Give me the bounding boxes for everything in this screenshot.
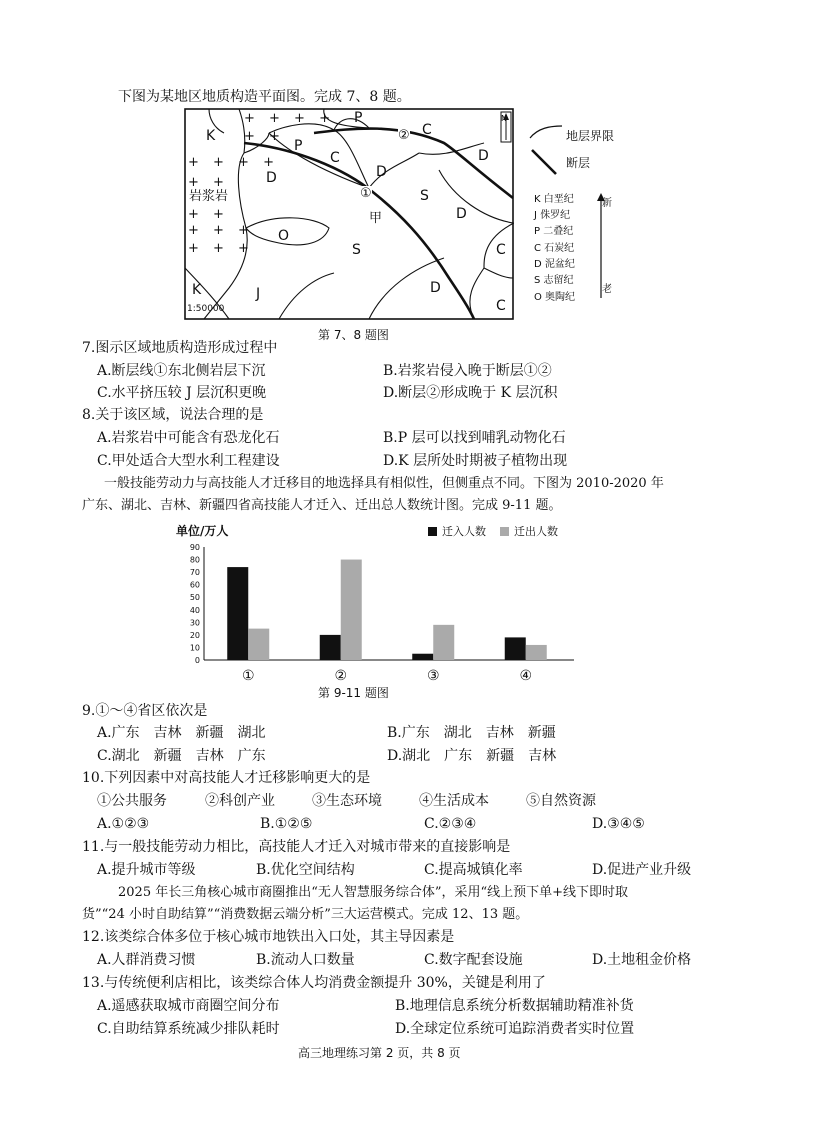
legend-fault-label: 断层 bbox=[566, 156, 591, 170]
age-legend-p: P 二叠纪 bbox=[534, 226, 574, 237]
legend-label-2: 迁出人数 bbox=[514, 525, 558, 538]
x-category-label: ④ bbox=[519, 668, 533, 684]
geologic-map bbox=[184, 108, 514, 320]
page-footer: 高三地理练习第 2 页，共 8 页 bbox=[298, 1046, 461, 1060]
y-tick-label: 20 bbox=[189, 630, 200, 640]
q13-option-b[interactable]: B.地理信息系统分析数据辅助精准补货 bbox=[395, 998, 634, 1014]
stratum-label: C bbox=[496, 242, 506, 258]
q10-item-5: ⑤自然资源 bbox=[526, 793, 596, 809]
intro-q7-8: 下图为某地区地质构造平面图。完成 7、8 题。 bbox=[118, 89, 411, 105]
q10-option-b[interactable]: B.①②⑤ bbox=[260, 816, 313, 832]
q11-option-c[interactable]: C.提高城镇化率 bbox=[424, 862, 523, 878]
magma-plus-row: + + + bbox=[188, 223, 254, 238]
legend-swatch-2 bbox=[500, 527, 509, 536]
intro-q9-11-line2: 广东、湖北、吉林、新疆四省高技能人才迁入、迁出总人数统计图。完成 9-11 题。 bbox=[82, 498, 562, 513]
age-legend-s: S 志留纪 bbox=[534, 275, 574, 286]
stratum-label: C bbox=[422, 122, 432, 138]
y-tick-label: 60 bbox=[189, 580, 200, 590]
q11-stem: 11.与一般技能劳动力相比，高技能人才迁入对城市带来的直接影响是 bbox=[82, 839, 511, 855]
stratum-label: K bbox=[206, 128, 216, 144]
q10-stem: 10.下列因素中对高技能人才迁移影响更大的是 bbox=[82, 770, 371, 786]
q13-stem: 13.与传统便利店相比，该类综合体人均消费金额提升 30%，关键是利用了 bbox=[82, 975, 546, 991]
q9-option-a[interactable]: A.广东 吉林 新疆 湖北 bbox=[97, 725, 266, 741]
age-new-label: 新 bbox=[602, 198, 612, 209]
stratum-label: S bbox=[420, 188, 429, 204]
stratum-label: D bbox=[456, 206, 467, 222]
stratum-label: D bbox=[430, 280, 441, 296]
fault-2-label: ② bbox=[398, 128, 410, 143]
age-old-label: 老 bbox=[602, 284, 612, 295]
stratum-label: P bbox=[294, 138, 303, 154]
y-tick-label: 40 bbox=[189, 605, 200, 615]
bar-out-4 bbox=[526, 645, 547, 660]
y-tick-label: 80 bbox=[189, 555, 200, 565]
magma-plus-row: + + bbox=[188, 207, 229, 222]
stratum-label: D bbox=[478, 148, 489, 164]
intro-q12-13-line2: 货”“24 小时自助结算”“消费数据云端分析”三大运营模式。完成 12、13 题。 bbox=[82, 907, 529, 922]
stratum-label: P bbox=[354, 110, 363, 126]
scale-label: 1:50000 bbox=[187, 304, 225, 314]
q10-item-3: ③生态环境 bbox=[312, 793, 382, 809]
q10-item-1: ①公共服务 bbox=[97, 793, 167, 809]
stratum-label: S bbox=[352, 242, 361, 258]
stratum-label: D bbox=[376, 164, 387, 180]
bar-out-3 bbox=[433, 625, 454, 660]
bar-in-1 bbox=[227, 567, 248, 660]
q12-option-d[interactable]: D.土地租金价格 bbox=[592, 952, 692, 968]
q8-option-c[interactable]: C.甲处适合大型水利工程建设 bbox=[97, 453, 280, 469]
q12-option-a[interactable]: A.人群消费习惯 bbox=[97, 952, 196, 968]
age-legend-c: C 石炭纪 bbox=[534, 243, 575, 254]
chart-plot bbox=[170, 520, 610, 702]
point-jia-label: 甲 bbox=[369, 211, 383, 226]
q13-option-c[interactable]: C.自助结算系统减少排队耗时 bbox=[97, 1021, 280, 1037]
y-tick-label: 30 bbox=[189, 618, 200, 628]
q10-item-2: ②科创产业 bbox=[205, 793, 275, 809]
q12-stem: 12.该类综合体多位于核心城市地铁出入口处，其主导因素是 bbox=[82, 929, 455, 945]
age-legend-j: J 侏罗纪 bbox=[534, 210, 571, 221]
magma-plus-row: + + + bbox=[188, 241, 254, 256]
age-legend-d: D 泥盆纪 bbox=[534, 259, 575, 270]
chart-caption: 第 9-11 题图 bbox=[318, 686, 389, 700]
y-tick-label: 70 bbox=[189, 568, 200, 578]
q7-option-b[interactable]: B.岩浆岩侵入晚于断层①② bbox=[383, 363, 552, 379]
q9-stem: 9.①～④省区依次是 bbox=[82, 703, 208, 719]
fault-symbol bbox=[532, 150, 556, 174]
q12-option-b[interactable]: B.流动人口数量 bbox=[256, 952, 355, 968]
magma-plus-row: + + bbox=[188, 175, 229, 190]
x-category-label: ③ bbox=[426, 668, 440, 684]
age-legend-k: K 白垩纪 bbox=[534, 194, 574, 205]
q7-option-d[interactable]: D.断层②形成晚于 K 层沉积 bbox=[383, 385, 558, 401]
q9-option-c[interactable]: C.湖北 新疆 吉林 广东 bbox=[97, 748, 266, 764]
legend-symbols bbox=[528, 122, 568, 182]
intro-q9-11-line1: 一般技能劳动力与高技能人才迁移目的地选择具有相似性，但侧重点不同。下图为 2010-2020 年 bbox=[104, 476, 664, 491]
legend-boundary-label: 地层界限 bbox=[566, 129, 615, 143]
q10-option-d[interactable]: D.③④⑤ bbox=[592, 816, 645, 832]
y-tick-label: 90 bbox=[189, 543, 200, 552]
bar-in-2 bbox=[320, 635, 341, 660]
q8-stem: 8.关于该区域，说法合理的是 bbox=[82, 407, 264, 423]
north-label: N bbox=[501, 114, 507, 123]
x-category-label: ① bbox=[241, 668, 255, 684]
q7-stem: 7.图示区域地质构造形成过程中 bbox=[82, 340, 278, 356]
q9-option-b[interactable]: B.广东 湖北 吉林 新疆 bbox=[387, 725, 556, 741]
magma-plus-row: + + + + bbox=[244, 111, 335, 126]
q8-option-a[interactable]: A.岩浆岩中可能含有恐龙化石 bbox=[97, 430, 280, 446]
q7-option-c[interactable]: C.水平挤压较 J 层沉积更晚 bbox=[97, 385, 267, 401]
magma-plus-row: + + bbox=[244, 129, 285, 144]
stratum-label: D bbox=[266, 170, 277, 186]
bar-out-1 bbox=[248, 629, 269, 660]
q7-option-a[interactable]: A.断层线①东北侧岩层下沉 bbox=[97, 363, 266, 379]
stratum-label: C bbox=[496, 298, 506, 314]
q11-option-d[interactable]: D.促进产业升级 bbox=[592, 862, 692, 878]
x-category-label: ② bbox=[334, 668, 348, 684]
fault-1-label: ① bbox=[360, 186, 372, 201]
map-caption: 第 7、8 题图 bbox=[318, 328, 389, 342]
q9-option-d[interactable]: D.湖北 广东 新疆 吉林 bbox=[387, 748, 557, 764]
y-tick-label: 0 bbox=[194, 656, 200, 665]
q12-option-c[interactable]: C.数字配套设施 bbox=[424, 952, 523, 968]
y-tick-label: 50 bbox=[189, 593, 200, 603]
stratum-label: K bbox=[192, 282, 202, 298]
magma-plus-row: + + + + bbox=[188, 155, 279, 170]
q10-item-4: ④生活成本 bbox=[419, 793, 489, 809]
q13-option-a[interactable]: A.遥感获取城市商圈空间分布 bbox=[97, 998, 280, 1014]
bar-in-4 bbox=[505, 637, 526, 660]
q11-option-b[interactable]: B.优化空间结构 bbox=[256, 862, 355, 878]
q11-option-a[interactable]: A.提升城市等级 bbox=[97, 862, 196, 878]
age-legend-o: O 奥陶纪 bbox=[534, 292, 576, 303]
chart-ylabel: 单位/万人 bbox=[176, 524, 229, 538]
q8-option-b[interactable]: B.P 层可以找到哺乳动物化石 bbox=[383, 430, 566, 446]
magma-label: 岩浆岩 bbox=[189, 189, 229, 204]
y-tick-label: 10 bbox=[189, 643, 200, 653]
migration-bar-chart bbox=[170, 520, 610, 702]
legend-swatch-1 bbox=[428, 527, 437, 536]
bar-in-3 bbox=[412, 654, 433, 660]
intro-q12-13-line1: 2025 年长三角核心城市商圈推出“无人智慧服务综合体”，采用“线上预下单+线下即时取 bbox=[118, 885, 629, 900]
legend-label-1: 迁入人数 bbox=[442, 525, 486, 538]
q10-option-c[interactable]: C.②③④ bbox=[424, 816, 477, 832]
stratum-boundary-symbol bbox=[530, 126, 562, 138]
bar-out-2 bbox=[341, 560, 362, 660]
q8-option-d[interactable]: D.K 层所处时期被子植物出现 bbox=[383, 453, 568, 469]
stratum-label: J bbox=[256, 286, 261, 302]
stratum-label: O bbox=[278, 228, 290, 244]
stratum-label: C bbox=[330, 150, 340, 166]
q10-option-a[interactable]: A.①②③ bbox=[97, 816, 150, 832]
q13-option-d[interactable]: D.全球定位系统可追踪消费者实时位置 bbox=[395, 1021, 635, 1037]
